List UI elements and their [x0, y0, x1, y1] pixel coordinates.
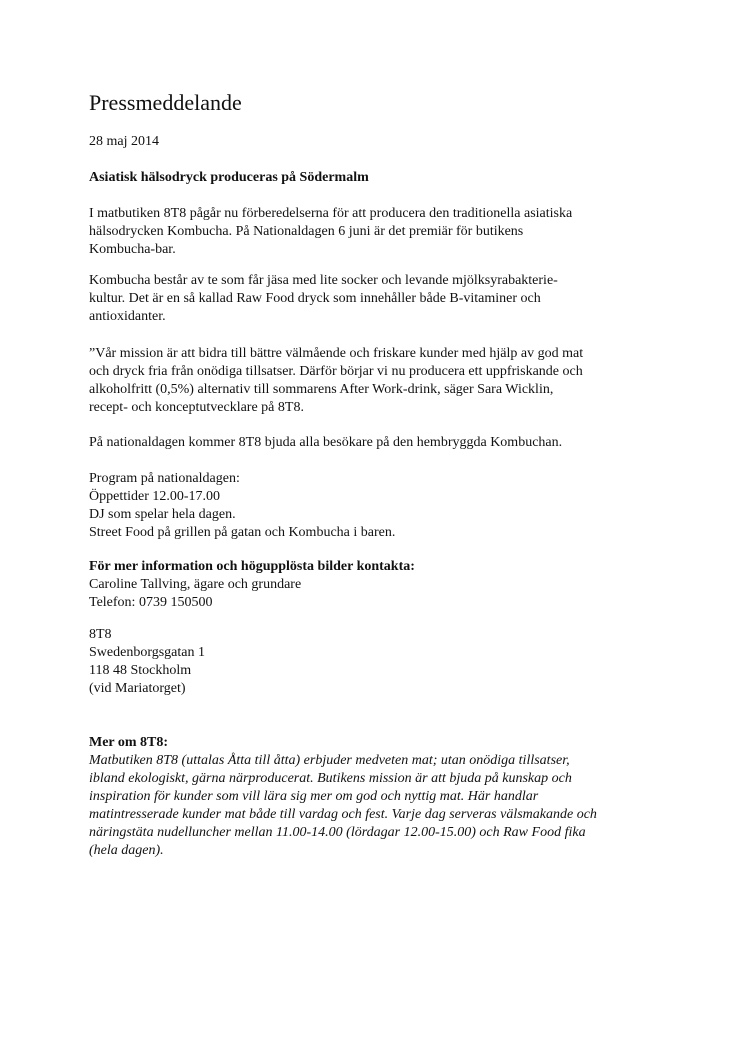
paragraph-line: I matbutiken 8T8 pågår nu förberedelserna för att producera den traditionella asiatiska [89, 206, 573, 221]
paragraph-national-day [89, 434, 562, 452]
paragraph-line: Kombucha består av te som får jäsa med lite socker och levande mjölksyrabakterie- [89, 273, 558, 288]
program-list [89, 470, 395, 542]
paragraph-line: alkoholfritt (0,5%) alternativ till sommarens After Work-drink, säger Sara Wicklin, [89, 382, 554, 397]
contact-section [89, 558, 415, 612]
address-block [89, 626, 205, 698]
program-item: Street Food på grillen på gatan och Kombucha i baren. [89, 525, 396, 540]
about-line: inspiration för kunder som vill lära sig mer om god och nyttig mat. Här handlar [89, 789, 539, 804]
about-line: matintresserade kunder mat både till vardag och fest. Varje dag serveras välsmakande och [89, 807, 597, 822]
about-heading: Mer om 8T8: [89, 735, 169, 750]
about-line: Matbutiken 8T8 (uttalas Åtta till åtta) erbjuder medveten mat; utan onödiga tillsatser, [89, 753, 570, 768]
paragraph-intro [89, 205, 572, 259]
about-line: (hela dagen). [89, 843, 164, 858]
program-item: Öppettider 12.00-17.00 [89, 489, 221, 504]
about-section [89, 734, 597, 860]
contact-phone: Telefon: 0739 150500 [89, 595, 213, 610]
paragraph-line: antioxidanter. [89, 309, 166, 324]
address-line: Swedenborgsgatan 1 [89, 645, 205, 660]
paragraph-line: kultur. Det är en så kallad Raw Food dryck som innehåller både B-vitaminer och [89, 291, 541, 306]
program-item: DJ som spelar hela dagen. [89, 507, 236, 522]
address-line: (vid Mariatorget) [89, 681, 186, 696]
paragraph-line: hälsodrycken Kombucha. På Nationaldagen 6 juni är det premiär för butikens [89, 224, 524, 239]
paragraph-quote [89, 345, 583, 417]
paragraph-line: Kombucha-bar. [89, 242, 176, 257]
headline: Asiatisk hälsodryck produceras på Södermalm [89, 170, 369, 185]
contact-heading: För mer information och högupplösta bilder kontakta: [89, 559, 415, 574]
contact-person: Caroline Tallving, ägare och grundare [89, 577, 302, 592]
paragraph-line: och dryck fria från onödiga tillsatser. Därför börjar vi nu producera ett uppfriskande och [89, 364, 583, 379]
about-line: näringstäta nudelluncher mellan 11.00-14.00 (lördagar 12.00-15.00) och Raw Food fika [89, 825, 586, 840]
release-date: 28 maj 2014 [89, 134, 159, 149]
address-line: 8T8 [89, 627, 112, 642]
paragraph-line: ”Vår mission är att bidra till bättre välmående och friskare kunder med hjälp av god mat [89, 346, 584, 361]
address-line: 118 48 Stockholm [89, 663, 192, 678]
paragraph-line: På nationaldagen kommer 8T8 bjuda alla besökare på den hembryggda Kombuchan. [89, 435, 563, 450]
program-heading: Program på nationaldagen: [89, 471, 240, 486]
document-title: Pressmeddelande [89, 90, 242, 115]
paragraph-kombucha [89, 272, 558, 326]
paragraph-line: recept- och konceptutvecklare på 8T8. [89, 400, 304, 415]
about-line: ibland ekologiskt, gärna närproducerat. Butikens mission är att bjuda på kunskap och [89, 771, 572, 786]
